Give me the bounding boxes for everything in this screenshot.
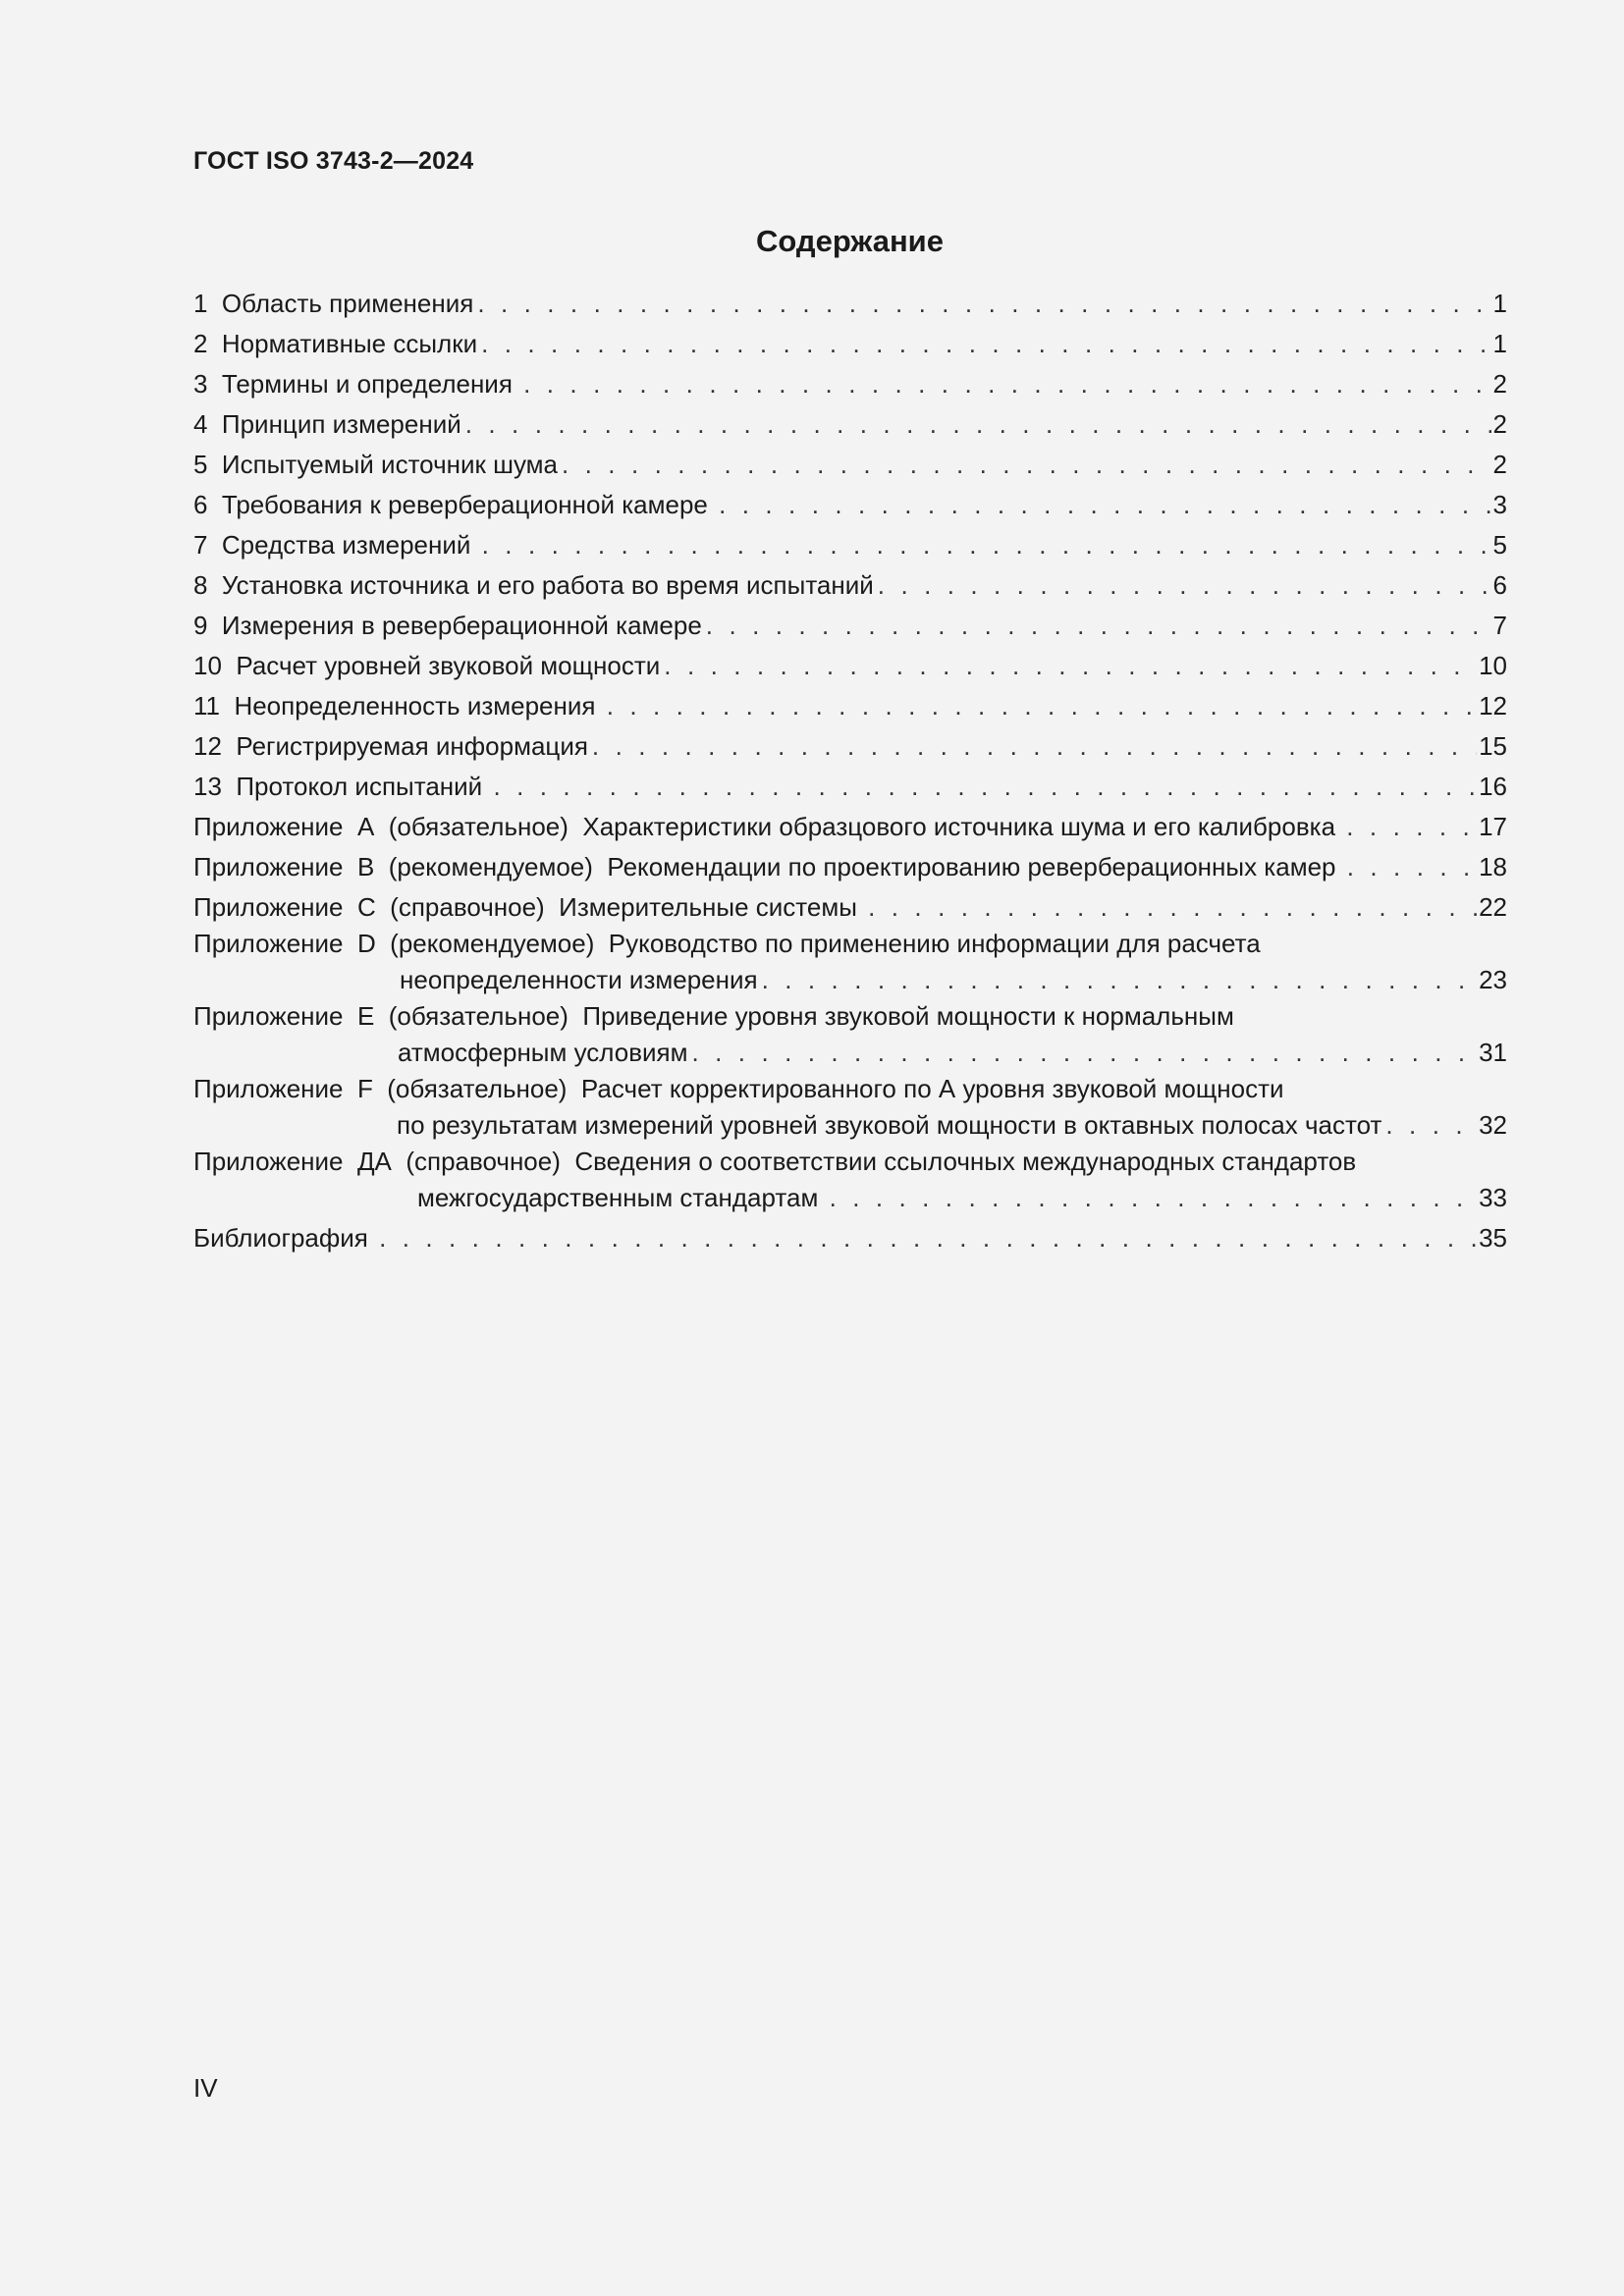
dot-leader xyxy=(1346,807,1477,847)
toc-entry-text: Приложение D (рекомендуемое) Руководство по применению информации для расчета xyxy=(193,929,1261,958)
toc-entry-annex-c[interactable] xyxy=(193,887,1507,928)
toc-entry-page: 5 xyxy=(1492,530,1507,560)
toc-entry-text: Приложение E (обязательное) Приведение уровня звуковой мощности к нормальным xyxy=(193,1001,1234,1031)
dot-leader xyxy=(482,525,1491,565)
dot-leader xyxy=(719,485,1490,525)
toc-entry-text: 12 Регистрируемая информация xyxy=(193,731,588,761)
toc-entry-annex-d[interactable] xyxy=(193,928,1507,1000)
toc-entry-text: 3 Термины и определения xyxy=(193,369,520,399)
toc-entry-4[interactable] xyxy=(193,404,1507,445)
toc-entry-text: 2 Нормативные ссылки xyxy=(193,329,478,358)
toc-entry-text: 11 Неопределенность измерения xyxy=(193,691,603,721)
dot-leader xyxy=(1347,847,1477,887)
toc-entry-3[interactable] xyxy=(193,364,1507,404)
toc-entry-page: 6 xyxy=(1492,570,1507,600)
dot-leader xyxy=(692,1033,1478,1073)
dot-leader xyxy=(523,364,1490,404)
toc-entry-page: 17 xyxy=(1479,812,1507,841)
dot-leader xyxy=(379,1218,1477,1258)
toc-entry-text-continued: атмосферным условиям xyxy=(398,1038,688,1067)
page-number: IV xyxy=(193,2073,218,2103)
toc-entry-text: Приложение F (обязательное) Расчет корректированного по А уровня звуковой мощности xyxy=(193,1074,1284,1103)
toc-entry-9[interactable] xyxy=(193,606,1507,646)
toc-entry-text: 13 Протокол испытаний xyxy=(193,772,490,801)
dot-leader xyxy=(562,445,1491,485)
toc-entry-annex-f[interactable] xyxy=(193,1073,1507,1146)
toc-entry-12[interactable] xyxy=(193,726,1507,767)
toc-entry-bibliography[interactable] xyxy=(193,1218,1507,1258)
toc-entry-page: 18 xyxy=(1479,852,1507,881)
toc-entry-5[interactable] xyxy=(193,445,1507,485)
dot-leader xyxy=(830,1178,1478,1218)
toc-entry-text: 10 Расчет уровней звуковой мощности xyxy=(193,651,661,680)
toc-entry-page: 31 xyxy=(1479,1038,1507,1067)
toc-entry-text: Приложение А (обязательное) Характеристики образцового источника шума и его калибровка xyxy=(193,812,1343,841)
toc-entry-page: 16 xyxy=(1479,772,1507,801)
table-of-contents xyxy=(193,284,1507,1258)
toc-entry-text: 5 Испытуемый источник шума xyxy=(193,450,558,479)
toc-entry-6[interactable] xyxy=(193,485,1507,525)
toc-entry-8[interactable] xyxy=(193,565,1507,606)
dot-leader xyxy=(878,565,1491,606)
toc-entry-text-continued: межгосударственным стандартам xyxy=(417,1183,826,1212)
toc-entry-7[interactable] xyxy=(193,525,1507,565)
toc-entry-text-continued: неопределенности измерения xyxy=(400,965,758,994)
toc-entry-page: 33 xyxy=(1479,1183,1507,1212)
dot-leader xyxy=(592,726,1477,767)
dot-leader xyxy=(762,960,1477,1000)
toc-entry-annex-e[interactable] xyxy=(193,1000,1507,1073)
toc-entry-page: 10 xyxy=(1479,651,1507,680)
toc-entry-10[interactable] xyxy=(193,646,1507,686)
toc-entry-text: Приложение В (рекомендуемое) Рекомендации по проектированию реверберационных камер xyxy=(193,852,1343,881)
dot-leader xyxy=(477,284,1490,324)
dot-leader xyxy=(868,887,1477,928)
toc-entry-text: 1 Область применения xyxy=(193,289,474,318)
toc-entry-page: 22 xyxy=(1479,892,1507,922)
toc-entry-page: 2 xyxy=(1492,369,1507,399)
toc-entry-text: Приложение ДА (справочное) Сведения о соответствии ссылочных международных стандартов xyxy=(193,1147,1357,1176)
dot-leader xyxy=(1385,1105,1477,1146)
toc-entry-text: 8 Установка источника и его работа во время испытаний xyxy=(193,570,874,600)
toc-entry-page: 12 xyxy=(1479,691,1507,721)
toc-entry-page: 1 xyxy=(1492,329,1507,358)
toc-entry-page: 1 xyxy=(1492,289,1507,318)
toc-entry-page: 2 xyxy=(1492,409,1507,439)
toc-entry-annex-a[interactable] xyxy=(193,807,1507,847)
toc-entry-annex-b[interactable] xyxy=(193,847,1507,887)
dot-leader xyxy=(493,767,1477,807)
toc-entry-13[interactable] xyxy=(193,767,1507,807)
toc-entry-2[interactable] xyxy=(193,324,1507,364)
toc-entry-page: 7 xyxy=(1492,611,1507,640)
dot-leader xyxy=(664,646,1477,686)
toc-entry-page: 15 xyxy=(1479,731,1507,761)
document-header: ГОСТ ISO 3743-2—2024 xyxy=(193,147,474,175)
dot-leader xyxy=(481,324,1490,364)
toc-entry-page: 23 xyxy=(1479,965,1507,994)
toc-entry-text: Библиография xyxy=(193,1223,376,1253)
toc-entry-annex-da[interactable] xyxy=(193,1146,1507,1218)
toc-entry-11[interactable] xyxy=(193,686,1507,726)
toc-entry-text-continued: по результатам измерений уровней звуковой мощности в октавных полосах частот xyxy=(397,1110,1382,1140)
toc-entry-text: 4 Принцип измерений xyxy=(193,409,461,439)
toc-entry-text: 6 Требования к реверберационной камере xyxy=(193,490,716,519)
toc-entry-page: 32 xyxy=(1479,1110,1507,1140)
toc-entry-page: 2 xyxy=(1492,450,1507,479)
toc-entry-text: 9 Измерения в реверберационной камере xyxy=(193,611,702,640)
toc-entry-text: Приложение С (справочное) Измерительные системы xyxy=(193,892,865,922)
toc-entry-page: 3 xyxy=(1492,490,1507,519)
dot-leader xyxy=(607,686,1477,726)
toc-title: Содержание xyxy=(756,224,944,258)
toc-entry-text: 7 Средства измерений xyxy=(193,530,478,560)
dot-leader xyxy=(465,404,1491,445)
dot-leader xyxy=(706,606,1491,646)
toc-entry-page: 35 xyxy=(1479,1223,1507,1253)
toc-entry-1[interactable] xyxy=(193,284,1507,324)
